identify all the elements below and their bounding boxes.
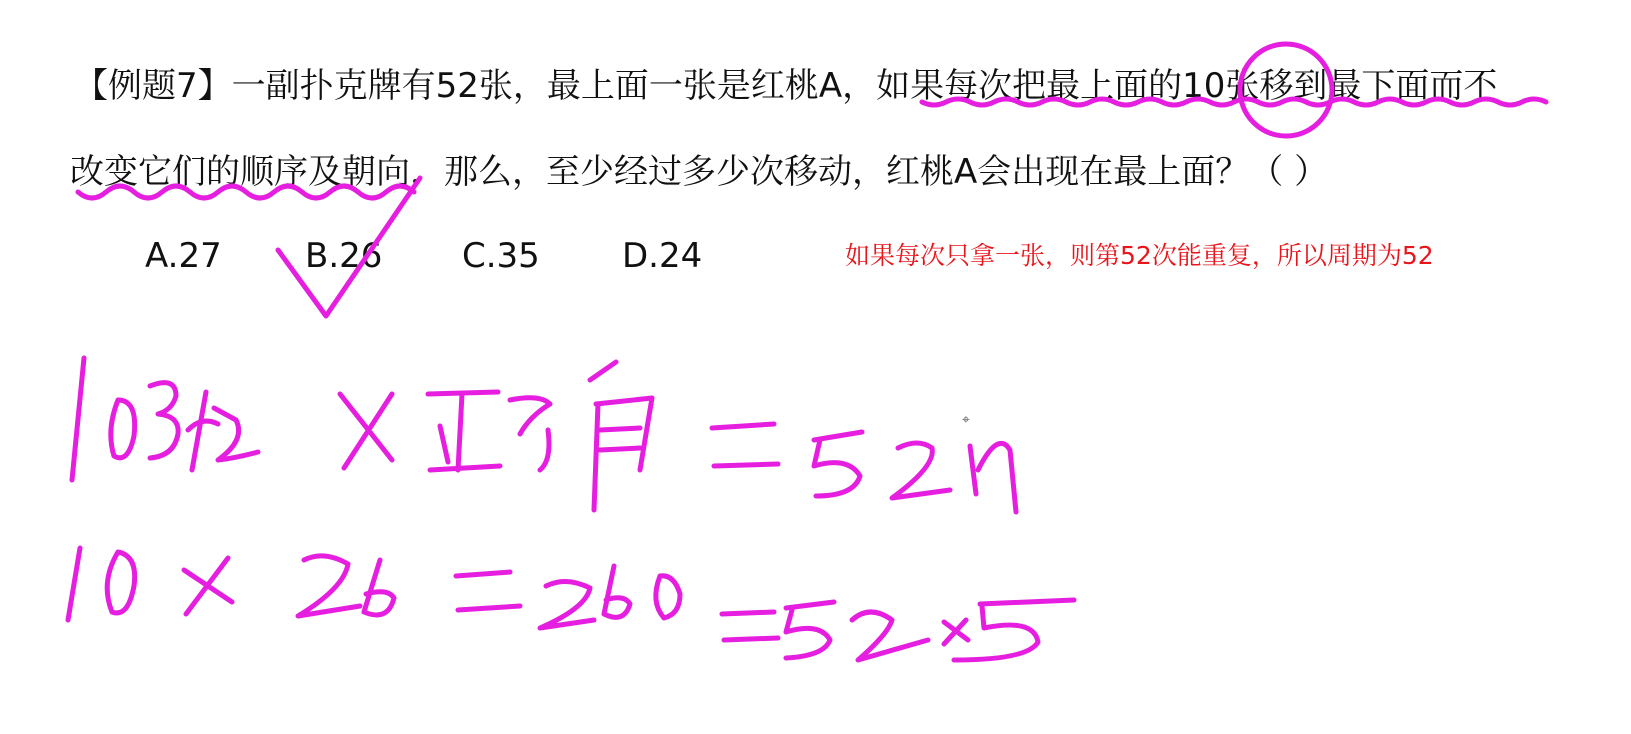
- option-c[interactable]: C.35: [462, 236, 540, 276]
- option-d[interactable]: D.24: [622, 236, 703, 276]
- handwriting-line-2: [68, 548, 1074, 660]
- teacher-note: 如果每次只拿一张，则第52次能重复，所以周期为52: [845, 241, 1434, 270]
- option-a[interactable]: A.27: [145, 236, 222, 276]
- pen-cursor-icon: ⌖: [962, 412, 970, 428]
- handwriting-line-1: [72, 358, 1016, 512]
- question-line-1: 【例题7】一副扑克牌有52张，最上面一张是红桃A，如果每次把最上面的10张移到最下面而不: [74, 66, 1498, 106]
- option-b[interactable]: B.26: [305, 236, 383, 276]
- question-line-2: 改变它们的顺序及朝向，那么，至少经过多少次移动，红桃A会出现在最上面？（ ）: [70, 152, 1329, 192]
